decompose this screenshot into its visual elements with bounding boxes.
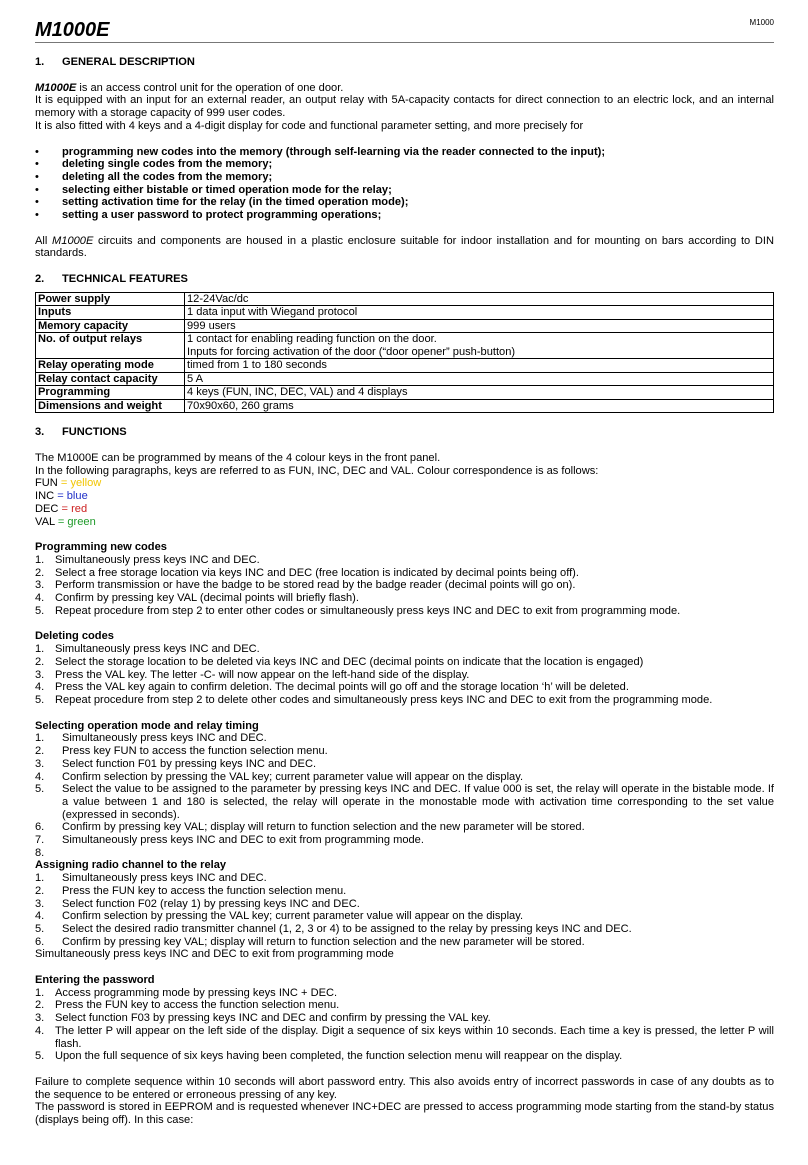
color-row-fun: FUN = yellow [35,477,102,490]
section-heading-general: 1. GENERAL DESCRIPTION [35,56,195,68]
table-row: Memory capacity 999 users [36,319,774,333]
list-item: 4. Press the VAL key again to confirm deletion. The decimal points will go off and the storage location ‘h’ will be deleted. [35,681,629,694]
list-item: 3. Select function F03 by pressing keys INC and DEC and confirm by pressing the VAL key. [35,1012,491,1025]
bullet-item: • deleting all the codes from the memory; [35,171,774,184]
bullet-item: • programming new codes into the memory (through self-learning via the reader connected to the input); [35,146,774,159]
page-header [35,18,774,43]
table-row: Power supply 12-24Vac/dc [36,292,774,306]
list-item: 4. Confirm by pressing key VAL (decimal points will briefly flash). [35,592,359,605]
list-item: 5. Repeat procedure from step 2 to delete other codes and simultaneously press keys INC and DEC to exit from the programming mode. [35,694,713,706]
color-row-val: VAL = green [35,515,96,528]
list-item: 2. Select a free storage location via keys INC and DEC (free location is indicated by decimal points being off). [35,566,579,579]
password-failure-paragraph: Failure to complete sequence within 10 seconds will abort password entry. This also avoids entry of incorrect passwords in case of any doubts as to the sequence to be entered or erroneous pressing of any key. [35,1075,774,1101]
list-item: 1. Access programming mode by pressing keys INC + DEC. [35,986,338,999]
list-item: 3. Perform transmission or have the badge to be stored read by the badge reader (decimal points will go on). [35,579,576,592]
list-item: 6. Confirm by pressing key VAL; display will return to function selection and the new parameter will be stored. [35,821,585,834]
bullet-item: • selecting either bistable or timed operation mode for the relay; [35,184,774,197]
functions-intro: The M1000E can be programmed by means of the 4 colour keys in the front panel. [35,452,441,465]
table-row: Relay contact capacity 5 A [36,372,774,386]
list-item: 5. Repeat procedure from step 2 to enter other codes or simultaneously press keys INC and DEC to exit from programming mode. [35,604,681,617]
table-row: Inputs 1 data input with Wiegand protocol [36,306,774,320]
enclosure-paragraph: All M1000E circuits and components are housed in a plastic enclosure suitable for indoor installation and for mounting on bars according to DIN standards. [35,234,774,260]
deleting-steps [35,643,774,707]
subheading-radio-channel: Assigning radio channel to the relay [35,859,227,872]
functions-intro-keys: In the following paragraphs, keys are referred to as FUN, INC, DEC and VAL. Colour correspondence is as follows: [35,464,599,477]
bullet-item: • deleting single codes from the memory; [35,158,774,171]
password-storage-paragraph: The password is stored in EEPROM and is requested whenever INC+DEC are pressed to access programming mode starting from the stand-by status (displays being off). In this case: [35,1101,774,1127]
list-item: 5. Select the value to be assigned to the parameter by pressing keys INC and DEC. If value 000 is set, the relay will operate in the bistable mode. If a value between 1 and 180 is selected, the relay will operate in the monostable mode with activation time corresponding to the set value (expressed in seconds). [35,783,774,821]
radio-channel-steps [35,872,774,948]
programming-steps [35,554,774,618]
color-row-dec: DEC = red [35,502,88,515]
subheading-password: Entering the password [35,974,155,987]
list-item: 3. Press the VAL key. The letter -C- will now appear on the left-hand side of the display. [35,668,470,681]
list-item: 6. Confirm by pressing key VAL; display will return to function selection and the new parameter will be stored. [35,935,585,948]
section-heading-functions: 3. FUNCTIONS [35,426,127,439]
operation-mode-steps [35,732,774,859]
table-row: Dimensions and weight 70x90x60, 260 grams [36,399,774,413]
list-item: 1. Simultaneously press keys INC and DEC. [35,643,260,656]
password-steps [35,987,774,1063]
document-title: M1000E [35,19,110,41]
table-row: Programming 4 keys (FUN, INC, DEC, VAL) and 4 displays [36,386,774,400]
color-legend [35,477,774,528]
technical-features-table [35,292,774,414]
color-row-inc: INC = blue [35,490,88,503]
list-item: 2. Select the storage location to be deleted via keys INC and DEC (decimal points on indicate that the location is engaged) [35,655,644,668]
subheading-programming: Programming new codes [35,541,167,554]
radio-exit-note: Simultaneously press keys INC and DEC to exit from programming mode [35,948,394,961]
list-item: 1. Simultaneously press keys INC and DEC. [35,872,267,885]
subheading-operation-mode: Selecting operation mode and relay timing [35,719,259,732]
list-item: 8. [35,846,45,859]
list-item: 4. Confirm selection by pressing the VAL key; current parameter value will appear on the display. [35,770,524,783]
list-item: 4. The letter P will appear on the left side of the display. Digit a sequence of six keys within 10 seconds. Each time a key is pressed, the letter P will flash. [35,1024,774,1050]
list-item: 3. Select function F02 (relay 1) by pressing keys INC and DEC. [35,897,360,910]
manual-page [35,18,774,1127]
header-code: M1000 [749,18,774,27]
list-item: 7. Simultaneously press keys INC and DEC to exit from programming mode. [35,834,424,847]
list-item: 4. Confirm selection by pressing the VAL key; current parameter value will appear on the display. [35,910,524,923]
bullet-item: • setting a user password to protect programming operations; [35,209,774,222]
feature-bullet-list [35,146,774,222]
list-item: 2. Press the FUN key to access the function selection menu. [35,884,347,897]
list-item: 5. Select the desired radio transmitter channel (1, 2, 3 or 4) to be assigned to the relay by pressing keys INC and DEC. [35,922,632,935]
list-item: 2. Press the FUN key to access the function selection menu. [35,999,340,1012]
bullet-item: • setting activation time for the relay (in the timed operation mode); [35,196,774,209]
subheading-deleting: Deleting codes [35,630,114,643]
list-item: 1. Simultaneously press keys INC and DEC. [35,553,260,566]
list-item: 5. Upon the full sequence of six keys having been completed, the function selection menu will reappear on the display. [35,1050,623,1063]
intro-paragraph: M1000E is an access control unit for the operation of one door. [35,81,344,94]
list-item: 3. Select function F01 by pressing keys INC and DEC. [35,757,317,770]
table-row: No. of output relays 1 contact for enabling reading function on the door. Inputs for forcing activation of the door (“door opener” push-button) [36,333,774,359]
keys-paragraph: It is also fitted with 4 keys and a 4-digit display for code and functional parameter setting, and more precisely for [35,119,584,132]
list-item: 2. Press key FUN to access the function selection menu. [35,745,328,758]
reader-paragraph: It is equipped with an input for an external reader, an output relay with 5A-capacity contacts for direct connection to an electric lock, and an internal memory with a storage capacity of 999 user codes. [35,94,774,120]
table-row: Relay operating mode timed from 1 to 180 seconds [36,359,774,373]
list-item: 1. Simultaneously press keys INC and DEC. [35,732,267,745]
section-heading-technical: 2. TECHNICAL FEATURES [35,273,188,286]
